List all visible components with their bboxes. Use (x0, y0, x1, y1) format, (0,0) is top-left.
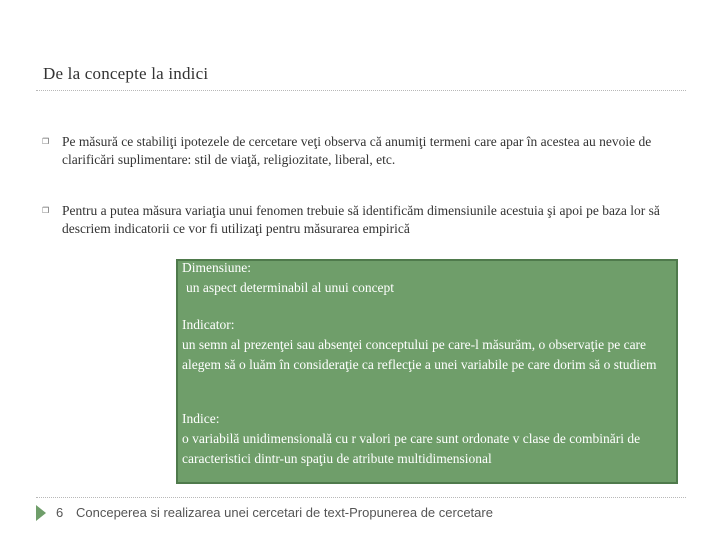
definition-indicator (182, 315, 672, 375)
bullet-text: Pentru a putea măsura variaţia unui fenomen trebuie să identificăm dimensiunile acestuia şi apoi pe baza lor să descriem indicatorii ce vor fi utilizaţi pentru măsurarea empirică (62, 203, 660, 236)
triangle-arrow-icon (36, 505, 46, 521)
definition-indice (182, 409, 672, 469)
bullet-item (42, 202, 682, 238)
footer-text: Conceperea si realizarea unei cercetari de text-Propunerea de cercetare (76, 505, 493, 520)
footer-divider (36, 497, 686, 498)
slide-title: De la concepte la indici (43, 64, 209, 83)
definition-body: un semn al prezenţei sau absenţei conceptului pe care-l măsurăm, o observaţie pe care alegem să o luăm în consideraţie ca reflecţie a unei variabile pe care dorim să o studiem (182, 337, 657, 372)
definition-body: o variabilă unidimensională cu r valori pe care sunt ordonate v clase de combinări de caracteristici dintr-un spaţiu de atribute multidimensional (182, 431, 641, 466)
bullet-text: Pe măsură ce stabiliţi ipotezele de cercetare veţi observa că anumiţi termeni care apar în acestea au nevoie de clarificări suplimentare: stil de viaţă, religiozitate, liberal, etc. (62, 134, 652, 167)
bullet-item (42, 133, 682, 169)
definition-body: un aspect determinabil al unui concept (186, 280, 395, 295)
definition-heading: Dimensiune: (182, 260, 251, 275)
square-bullet-icon: ❒ (42, 137, 50, 146)
page-number: 6 (56, 505, 64, 520)
definition-dimensiune (182, 258, 672, 298)
square-bullet-icon: ❒ (42, 206, 50, 215)
definition-heading: Indice: (182, 411, 220, 426)
title-divider (36, 90, 686, 91)
definitions-box (176, 259, 678, 484)
definition-heading: Indicator: (182, 317, 235, 332)
